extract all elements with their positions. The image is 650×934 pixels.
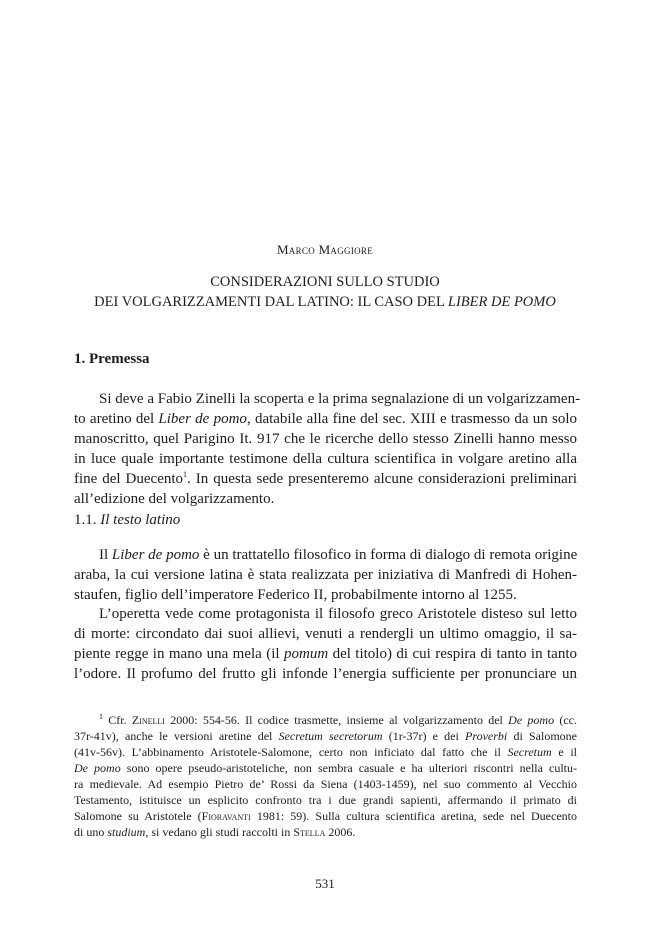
italic-text: Secretum xyxy=(507,745,552,759)
text-line: all’edizione del volgarizzamento. xyxy=(74,491,275,507)
text-run: to aretino del xyxy=(74,411,159,427)
citation-author: Stella xyxy=(293,825,326,839)
italic-text: Secretum secretorum xyxy=(278,729,383,743)
text-run: 2000: 554-56. Il codice trasmette, insieme al volgarizzamento del xyxy=(164,713,509,727)
footnote-line: ra medievale. Ad esempio Pietro de’ Rossi da Siena (1403-1459), nel suo commento al Vecchio xyxy=(74,777,577,791)
page-number: 531 xyxy=(315,876,335,891)
citation-author: Fioravanti xyxy=(201,809,251,823)
text-run: di uno xyxy=(74,825,108,839)
section-heading: 1. Premessa xyxy=(74,351,150,367)
italic-text: studium xyxy=(107,825,146,839)
footnote-line xyxy=(74,760,577,776)
text-line xyxy=(74,469,577,489)
text-line: araba, la cui versione latina è stata realizzata per iniziativa di Manfredi di Hohen- xyxy=(74,567,577,583)
text-line xyxy=(74,409,577,429)
italic-text: De pomo xyxy=(74,761,121,775)
title-line-1: CONSIDERAZIONI SULLO STUDIO xyxy=(210,274,440,290)
text-run: di Salomone xyxy=(507,729,577,743)
text-line xyxy=(74,545,577,565)
paragraph-operetta xyxy=(74,604,577,684)
title-work-name: LIBER DE POMO xyxy=(447,294,556,310)
footnote-line xyxy=(74,808,577,824)
footnote-line xyxy=(74,824,577,840)
text-line: Si deve a Fabio Zinelli la scoperta e la prima segnalazione di un volgarizzamen- xyxy=(99,391,581,407)
text-run: (1r-37r) e dei xyxy=(382,729,466,743)
text-run: Cfr. xyxy=(103,713,132,727)
text-line: L’operetta vede come protagonista il filosofo greco Aristotele disteso sul letto xyxy=(99,606,577,622)
title-line-2 xyxy=(0,292,650,312)
text-line: l’odore. Il profumo del frutto gli infonde l’energia sufficiente per pronunciare un xyxy=(74,666,577,682)
footnote-reference[interactable]: 1 xyxy=(183,470,188,479)
subsection-number: 1.1. xyxy=(74,512,101,528)
text-run: e il xyxy=(551,745,578,759)
author-name: Marco Maggiore xyxy=(276,242,374,257)
text-run: del titolo) di cui respira di tanto in tanto xyxy=(328,646,577,662)
text-line: in luce quale importante testimone della cultura scientifica in volgare aretino alla xyxy=(74,451,577,467)
text-run: fine del Duecento xyxy=(74,471,184,487)
paragraph-premessa xyxy=(74,389,581,509)
text-run: . In questa sede presenteremo alcune considerazioni preliminari xyxy=(187,471,578,487)
text-line: di morte: circondato dai suoi allievi, venuti a rendergli un ultimo omaggio, il sa- xyxy=(74,626,577,642)
footnote-line: Testamento, istituisce un esplicito confronto tra i due grandi sapienti, affermando il primato di xyxy=(74,793,577,807)
text-line: manoscritto, quel Parigino It. 917 che le ricerche dello stesso Zinelli hanno messo xyxy=(74,431,577,447)
footnote-line xyxy=(74,728,577,744)
subsection-heading xyxy=(74,512,180,529)
footnote-marker: 1 xyxy=(99,712,103,721)
footnote-line xyxy=(74,712,577,728)
text-run: sono opere pseudo-aristoteliche, non sembra casuale e ha ulteriori riscontri nella cultu- xyxy=(120,761,577,775)
citation-author: Zinelli xyxy=(131,713,165,727)
footnote-1 xyxy=(74,712,577,840)
text-run: (41v-56v). L’abbinamento Aristotele-Salomone, certo non inficiato dal fatto che il xyxy=(74,745,508,759)
subsection-title: Il testo latino xyxy=(100,512,181,528)
italic-text: pomum xyxy=(283,646,329,662)
footnote-line xyxy=(74,744,577,760)
text-run: è un trattatello filosofico in forma di dialogo di remota origine xyxy=(199,547,578,563)
italic-text: Liber de pomo xyxy=(111,547,200,563)
text-run: piente regge in mano una mela (il xyxy=(74,646,284,662)
paragraph-testo-latino xyxy=(74,545,577,605)
text-run: Il xyxy=(99,547,112,563)
text-run: (cc. xyxy=(554,713,577,727)
text-run: , databile alla fine del sec. XIII e trasmesso da un solo xyxy=(246,411,577,427)
italic-text: Liber de pomo xyxy=(158,411,247,427)
text-run: Salomone su Aristotele ( xyxy=(74,809,202,823)
text-run: , si vedano gli studi raccolti in xyxy=(145,825,294,839)
text-line: staufen, figlio dell’imperatore Federico II, probabilmente intorno al 1255. xyxy=(74,587,517,603)
text-run: 37r-41v), anche le versioni aretine del xyxy=(74,729,279,743)
text-run: 1981: 59). Sulla cultura scientifica aretina, sede nel Duecento xyxy=(250,809,577,823)
italic-text: Proverbi xyxy=(465,729,508,743)
article-title xyxy=(0,272,650,312)
title-line-2-text: DEI VOLGARIZZAMENTI DAL LATINO: IL CASO DEL xyxy=(94,294,448,310)
text-run: 2006. xyxy=(325,825,356,839)
italic-text: De pomo xyxy=(508,713,555,727)
text-line xyxy=(74,644,577,664)
